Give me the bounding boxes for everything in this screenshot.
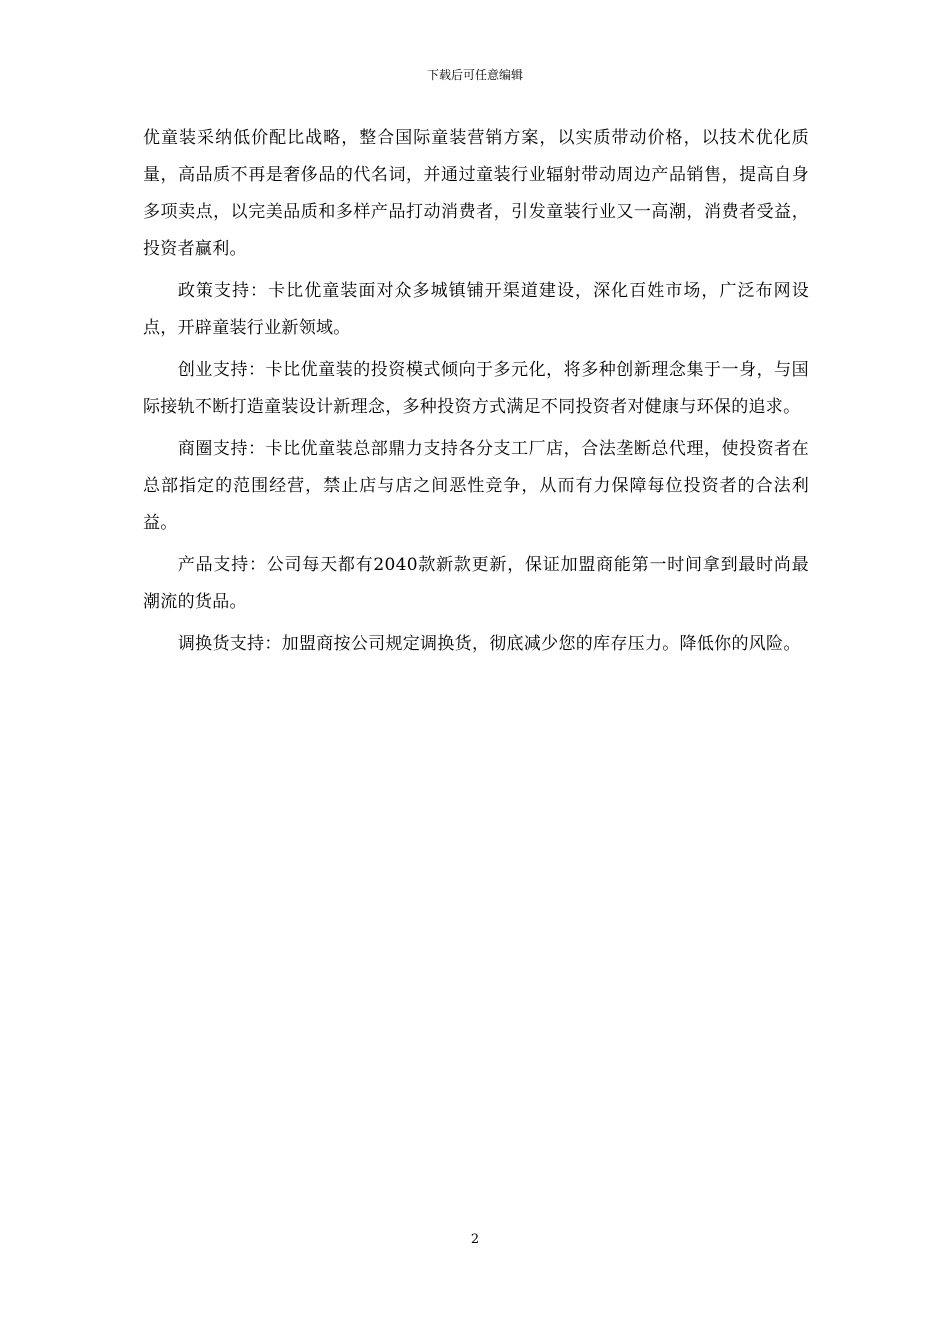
paragraph-product-support: 产品支持：公司每天都有2040款新款更新，保证加盟商能第一时间拿到最时尚最潮流的货品。: [143, 555, 809, 612]
header-note: 下载后可任意编辑: [426, 68, 523, 82]
paragraph-policy-support: 政策支持：卡比优童装面对众多城镇铺开渠道建设，深化百姓市场，广泛布网设点，开辟童装行业新领域。: [143, 281, 809, 338]
paragraph-business-area-support: 商圈支持：卡比优童装总部鼎力支持各分支工厂店，合法垄断总代理，使投资者在总部指定的范围经营，禁止店与店之间恶性竞争，从而有力保障每位投资者的合法利益。: [143, 439, 809, 533]
paragraph-exchange-support: 调换货支持：加盟商按公司规定调换货，彻底减少您的库存压力。降低你的风险。: [177, 634, 801, 654]
paragraph-intro: 优童装采纳低价配比战略，整合国际童装营销方案，以实质带动价格，以技术优化质量，高品质不再是奢侈品的代名词，并通过童装行业辐射带动周边产品销售，提高自身多项卖点，以完美品质和多样产品打动消费者，引发童装行业又一高潮，消费者受益，投资者赢利。: [143, 128, 809, 259]
paragraph-startup-support: 创业支持：卡比优童装的投资模式倾向于多元化，将多种创新理念集于一身，与国际接轨不断打造童装设计新理念，多种投资方式满足不同投资者对健康与环保的追求。: [143, 360, 809, 417]
page-number: 2: [470, 1232, 480, 1247]
document-body: [143, 120, 809, 668]
